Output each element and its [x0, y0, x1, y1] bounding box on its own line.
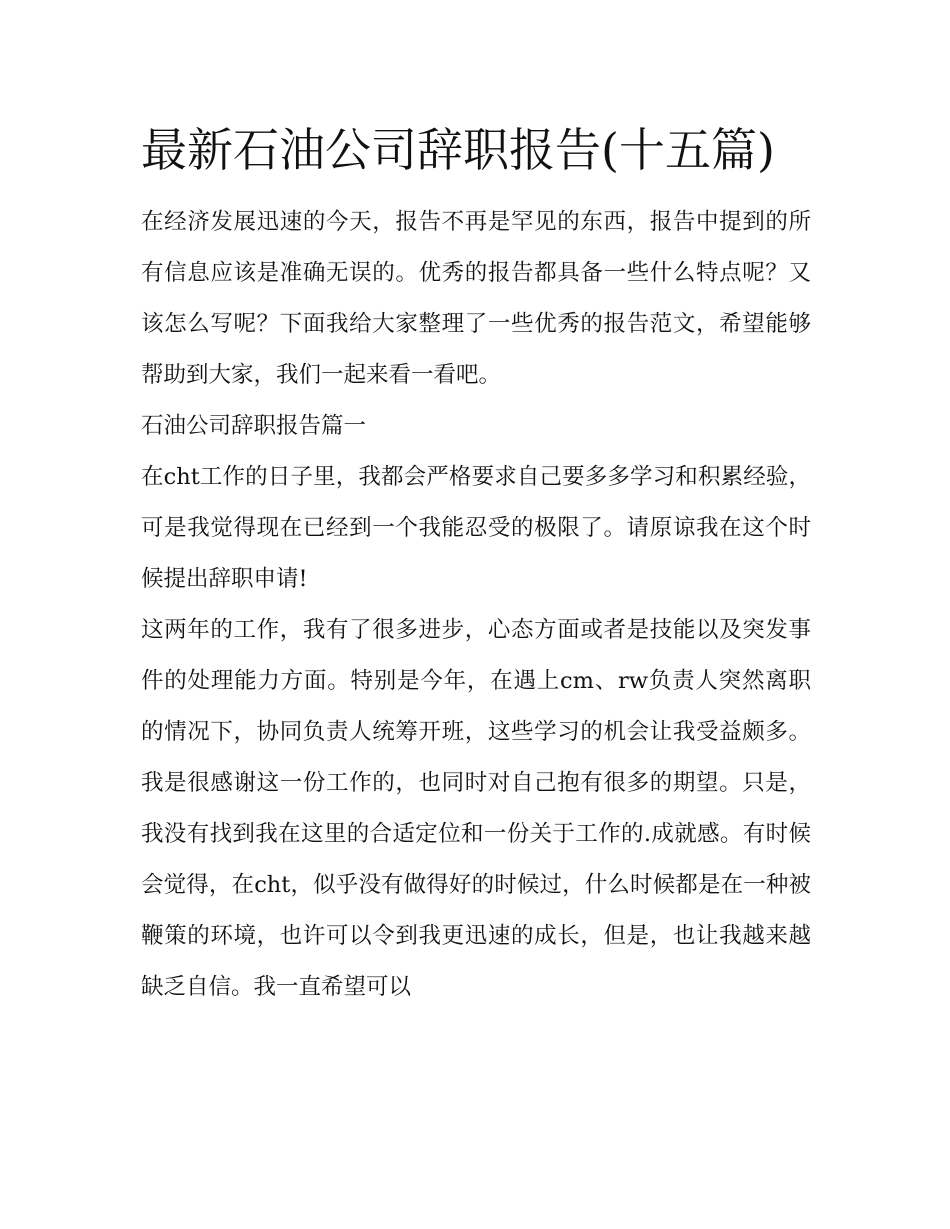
intro-paragraph: 在经济发展迅速的今天，报告不再是罕见的东西，报告中提到的所有信息应该是准确无误的。优秀的报告都具备一些什么特点呢？又该怎么写呢？下面我给大家整理了一些优秀的报告范文，希望能够帮助到大家，我们一起来看一看吧。: [141, 209, 811, 388]
document-page: [141, 112, 811, 1013]
body-paragraph-2: 这两年的工作，我有了很多进步，心态方面或者是技能以及突发事件的处理能力方面。特别是今年，在遇上cm、rw负责人突然离职的情况下，协同负责人统筹开班，这些学习的机会让我受益颇多。我是很感谢这一份工作的，也同时对自己抱有很多的期望。只是，我没有找到我在这里的合适定位和一份关于工作的.成就感。有时候会觉得，在cht，似乎没有做得好的时候过，什么时候都是在一种被鞭策的环境，也许可以令到我更迅速的成长，但是，也让我越来越缺乏自信。我一直希望可以: [141, 617, 811, 1000]
document-title: 最新石油公司辞职报告(十五篇): [141, 123, 775, 177]
body-paragraph-1: 在cht工作的日子里，我都会严格要求自己要多多学习和积累经验，可是我觉得现在已经到一个我能忍受的极限了。请原谅我在这个时候提出辞职申请!: [141, 464, 811, 592]
section-heading: 石油公司辞职报告篇一: [141, 413, 367, 439]
